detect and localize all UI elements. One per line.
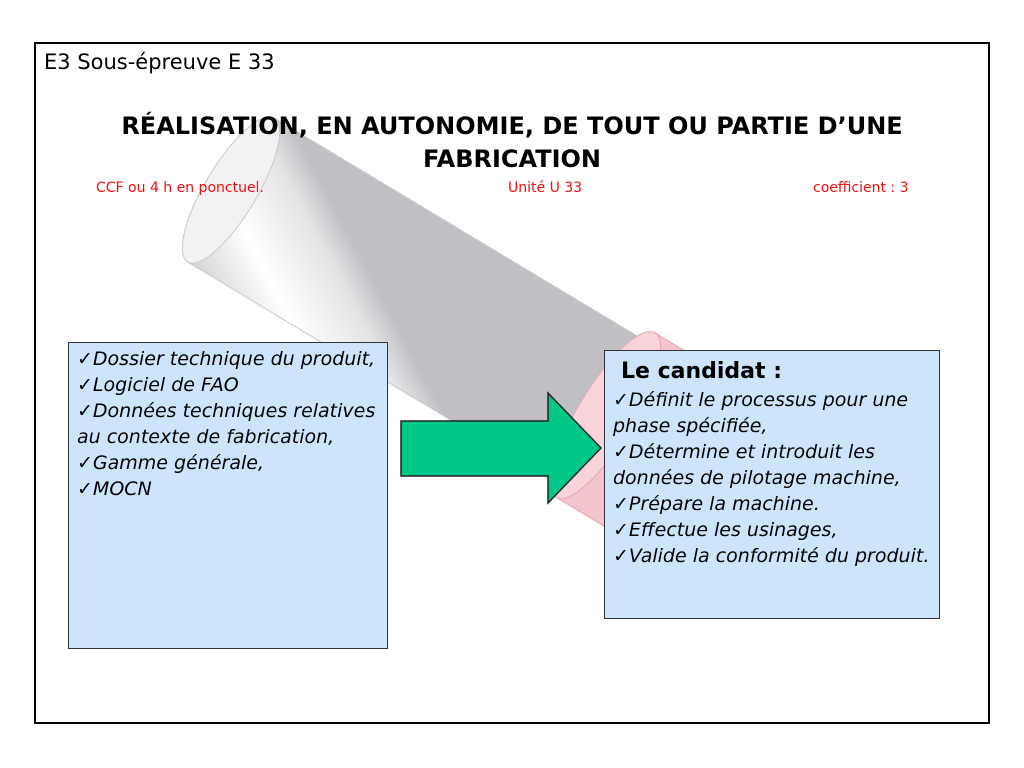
list-item: ✓Logiciel de FAO [77, 374, 239, 396]
checkmark-icon: ✓ [77, 478, 93, 500]
arrow-icon [398, 390, 604, 506]
list-item: ✓Effectue les usinages, [613, 519, 838, 541]
list-item: ✓Prépare la machine. [613, 493, 820, 515]
coefficient-info: coefficient : 3 [813, 180, 909, 196]
checkmark-icon: ✓ [613, 545, 629, 567]
list-item: ✓Détermine et introduit les données de pilotage machine, [613, 441, 901, 489]
inputs-box [68, 342, 388, 649]
page-title [40, 110, 984, 176]
list-item: ✓Valide la conformité du produit. [613, 545, 930, 567]
list-item: ✓MOCN [77, 478, 152, 500]
checkmark-icon: ✓ [613, 389, 629, 411]
checkmark-icon: ✓ [613, 519, 629, 541]
duration-info: CCF ou 4 h en ponctuel. [96, 180, 264, 196]
checkmark-icon: ✓ [77, 400, 93, 422]
checkmark-icon: ✓ [77, 348, 93, 370]
list-item: ✓Définit le processus pour une phase spécifiée, [613, 389, 909, 437]
candidate-title: Le candidat : [621, 359, 783, 384]
list-item: ✓Gamme générale, [77, 452, 264, 474]
checkmark-icon: ✓ [613, 493, 629, 515]
candidate-box [604, 350, 940, 619]
title-line-1: RÉALISATION, EN AUTONOMIE, DE TOUT OU PARTIE D’UNE [121, 112, 903, 140]
checkmark-icon: ✓ [77, 452, 93, 474]
checkmark-icon: ✓ [77, 374, 93, 396]
exam-label: E3 Sous-épreuve E 33 [44, 50, 275, 74]
unit-info: Unité U 33 [508, 180, 583, 196]
list-item: ✓Données techniques relatives au contexte de fabrication, [77, 400, 376, 448]
title-line-2: FABRICATION [422, 145, 602, 173]
checkmark-icon: ✓ [613, 441, 629, 463]
list-item: ✓Dossier technique du produit, [77, 348, 376, 370]
